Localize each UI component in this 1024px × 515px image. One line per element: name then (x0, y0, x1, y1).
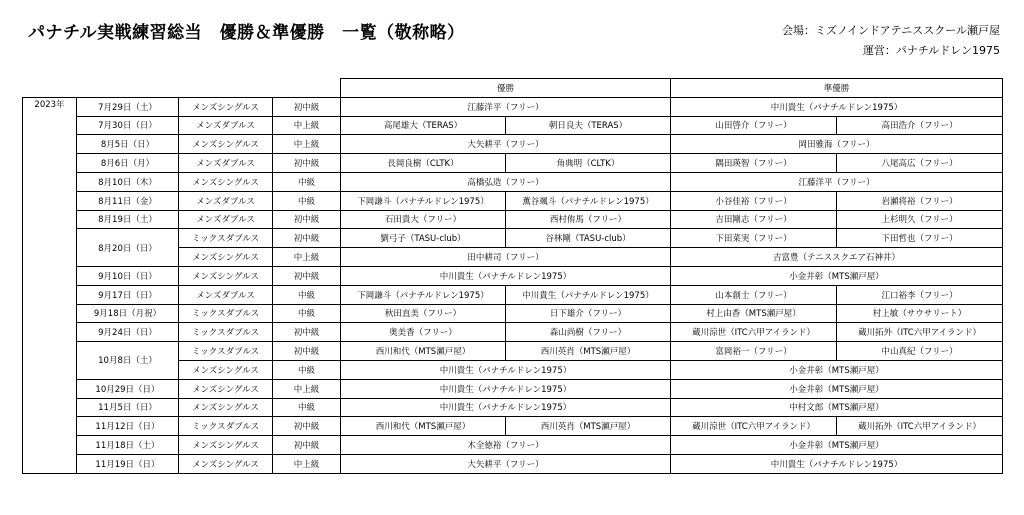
date-cell: 9月24日（日） (77, 323, 179, 342)
level-cell: 初中級 (273, 266, 341, 285)
event-cell: メンズシングルス (179, 266, 273, 285)
date-cell: 8月20日（日） (77, 229, 179, 267)
runner-up-player: 江藤洋平（フリー） (671, 172, 1003, 191)
runner-up-player: 小金井彰（MTS瀬戸屋） (671, 436, 1003, 455)
runner-up-player-1: 山本創士（フリー） (671, 285, 837, 304)
level-cell: 中上級 (273, 454, 341, 473)
date-cell: 11月18日（土） (77, 436, 179, 455)
date-cell: 9月17日（日） (77, 285, 179, 304)
winner-player-2: 中川貴生（パナチルドレン1975） (506, 285, 671, 304)
date-cell: 9月18日（月祝） (77, 304, 179, 323)
event-cell: ミックスダブルス (179, 229, 273, 248)
event-cell: ミックスダブルス (179, 417, 273, 436)
table-row (23, 116, 1003, 135)
runner-up-player-1: 山田啓介（フリー） (671, 116, 837, 135)
runner-up-player-1: 隅田瑛智（フリー） (671, 154, 837, 173)
organizer-line: 運営：パナチルドレン1975 (862, 44, 1000, 57)
winner-player-1: 下岡謙斗（パナチルドレン1975） (341, 191, 506, 210)
runner-up-player: 中川貴生（パナチルドレン1975） (671, 454, 1003, 473)
event-cell: メンズシングルス (179, 97, 273, 116)
winner-player: 中川貴生（パナチルドレン1975） (341, 360, 671, 379)
table-header-row (23, 79, 1003, 98)
runner-up-player-1: 小谷佳裕（フリー） (671, 191, 837, 210)
runner-up-player-2: 八尾高広（フリー） (837, 154, 1003, 173)
level-cell: 中級 (273, 360, 341, 379)
winner-player-2: 角典明（CLTK） (506, 154, 671, 173)
date-cell: 7月29日（土） (77, 97, 179, 116)
runner-up-player-2: 上杉明久（フリー） (837, 210, 1003, 229)
date-cell: 10月29日（日） (77, 379, 179, 398)
event-cell: メンズダブルス (179, 154, 273, 173)
winner-player: 中川貴生（パナチルドレン1975） (341, 266, 671, 285)
runner-up-player-2: 高田浩介（フリー） (837, 116, 1003, 135)
winner-player-2: 西村侑馬（フリー） (506, 210, 671, 229)
runner-up-player-1: 吉田剛志（フリー） (671, 210, 837, 229)
table-row (23, 97, 1003, 116)
winner-player: 大矢耕平（フリー） (341, 454, 671, 473)
level-cell: 初中級 (273, 154, 341, 173)
venue-line: 会場：ミズノインドアテニススクール瀬戸屋 (781, 24, 1000, 37)
runner-up-player-2: 蔵川拓外（ITC六甲アイランド） (837, 417, 1003, 436)
runner-up-header: 準優勝 (671, 79, 1003, 98)
winner-player: 田中耕司（フリー） (341, 248, 671, 267)
winner-player: 高橋弘造（フリー） (341, 172, 671, 191)
date-cell: 8月5日（日） (77, 135, 179, 154)
winner-player-1: 秋田直美（フリー） (341, 304, 506, 323)
table-row (23, 436, 1003, 455)
event-cell: メンズダブルス (179, 285, 273, 304)
level-cell: 中級 (273, 285, 341, 304)
winner-player: 大矢耕平（フリー） (341, 135, 671, 154)
runner-up-player-2: 蔵川拓外（ITC六甲アイランド） (837, 323, 1003, 342)
winner-player-1: 劉弓子（TASU-club） (341, 229, 506, 248)
winner-player-2: 朝日良夫（TERAS） (506, 116, 671, 135)
runner-up-player-2: 岩瀬将裕（フリー） (837, 191, 1003, 210)
header-blank (23, 79, 341, 98)
runner-up-player-1: 蔵川涼世（ITC六甲アイランド） (671, 417, 837, 436)
table-row (23, 266, 1003, 285)
runner-up-player-2: 下田哲也（フリー） (837, 229, 1003, 248)
level-cell: 中上級 (273, 135, 341, 154)
table-row (23, 398, 1003, 417)
date-cell: 11月19日（日） (77, 454, 179, 473)
event-cell: メンズシングルス (179, 248, 273, 267)
runner-up-player-1: 下田菜実（フリー） (671, 229, 837, 248)
event-cell: メンズダブルス (179, 116, 273, 135)
runner-up-player: 小金井彰（MTS瀬戸屋） (671, 379, 1003, 398)
runner-up-player: 中川貴生（パナチルドレン1975） (671, 97, 1003, 116)
date-cell: 8月19日（土） (77, 210, 179, 229)
level-cell: 中級 (273, 191, 341, 210)
date-cell: 8月6日（月） (77, 154, 179, 173)
level-cell: 初中級 (273, 323, 341, 342)
event-cell: メンズシングルス (179, 360, 273, 379)
winner-player-1: 石田貴大（フリー） (341, 210, 506, 229)
event-cell: メンズシングルス (179, 436, 273, 455)
winner-header: 優勝 (341, 79, 671, 98)
level-cell: 初中級 (273, 97, 341, 116)
event-cell: メンズシングルス (179, 454, 273, 473)
winner-player: 中川貴生（パナチルドレン1975） (341, 379, 671, 398)
level-cell: 初中級 (273, 342, 341, 361)
event-cell: メンズシングルス (179, 398, 273, 417)
winner-player-1: 奥美香（フリー） (341, 323, 506, 342)
winner-player-2: 森山尚樹（フリー） (506, 323, 671, 342)
winner-player-2: 薫谷颯斗（パナチルドレン1975） (506, 191, 671, 210)
runner-up-player-2: 村上敏（サウサリート） (837, 304, 1003, 323)
table-row (23, 172, 1003, 191)
event-cell: ミックスダブルス (179, 323, 273, 342)
runner-up-player: 吉富豊（テニススクエア石神井） (671, 248, 1003, 267)
level-cell: 中級 (273, 398, 341, 417)
winner-player-1: 西川和代（MTS瀬戸屋） (341, 417, 506, 436)
results-table (22, 78, 1003, 474)
year-cell: 2023年 (23, 97, 77, 473)
level-cell: 中級 (273, 172, 341, 191)
event-cell: メンズダブルス (179, 191, 273, 210)
table-row (23, 154, 1003, 173)
level-cell: 初中級 (273, 229, 341, 248)
table-row (23, 323, 1003, 342)
table-row (23, 417, 1003, 436)
event-cell: ミックスダブルス (179, 304, 273, 323)
event-cell: メンズシングルス (179, 379, 273, 398)
winner-player: 江藤洋平（フリー） (341, 97, 671, 116)
level-cell: 初中級 (273, 210, 341, 229)
date-cell: 8月11日（金） (77, 191, 179, 210)
runner-up-player-2: 中山真紀（フリー） (837, 342, 1003, 361)
winner-player-1: 西川和代（MTS瀬戸屋） (341, 342, 506, 361)
level-cell: 初中級 (273, 417, 341, 436)
table-row (23, 379, 1003, 398)
winner-player-2: 日下雄介（フリー） (506, 304, 671, 323)
table-row (23, 304, 1003, 323)
table-row (23, 342, 1003, 361)
runner-up-player: 岡田雅海（フリー） (671, 135, 1003, 154)
page-title: パナチル実戦練習総当 優勝＆準優勝 一覧（敬称略） (28, 23, 465, 43)
date-cell: 10月8日（土） (77, 342, 179, 380)
date-cell: 9月10日（日） (77, 266, 179, 285)
winner-player: 木全徳裕（フリー） (341, 436, 671, 455)
runner-up-player-1: 蔵川涼世（ITC六甲アイランド） (671, 323, 837, 342)
runner-up-player: 小金井彰（MTS瀬戸屋） (671, 360, 1003, 379)
level-cell: 中級 (273, 304, 341, 323)
date-cell: 8月10日（木） (77, 172, 179, 191)
winner-player-1: 長岡良樹（CLTK） (341, 154, 506, 173)
level-cell: 初中級 (273, 436, 341, 455)
runner-up-player-2: 江口裕李（フリー） (837, 285, 1003, 304)
winner-player-1: 下岡謙斗（パナチルドレン1975） (341, 285, 506, 304)
event-cell: ミックスダブルス (179, 342, 273, 361)
event-cell: メンズシングルス (179, 135, 273, 154)
winner-player: 中川貴生（パナチルドレン1975） (341, 398, 671, 417)
winner-player-2: 西川英肖（MTS瀬戸屋） (506, 342, 671, 361)
date-cell: 11月5日（日） (77, 398, 179, 417)
level-cell: 中上級 (273, 116, 341, 135)
event-cell: メンズダブルス (179, 210, 273, 229)
runner-up-player: 小金井彰（MTS瀬戸屋） (671, 266, 1003, 285)
venue-info (782, 21, 1000, 61)
winner-player-2: 谷林剛（TASU-club） (506, 229, 671, 248)
table-row (23, 285, 1003, 304)
table-row (23, 454, 1003, 473)
table-row (23, 191, 1003, 210)
runner-up-player-1: 村上由香（MTS瀬戸屋） (671, 304, 837, 323)
winner-player-2: 西川英肖（MTS瀬戸屋） (506, 417, 671, 436)
date-cell: 11月12日（日） (77, 417, 179, 436)
date-cell: 7月30日（日） (77, 116, 179, 135)
level-cell: 中上級 (273, 379, 341, 398)
table-row (23, 210, 1003, 229)
winner-player-1: 高尾雄大（TERAS） (341, 116, 506, 135)
table-row (23, 229, 1003, 248)
table-row (23, 135, 1003, 154)
runner-up-player: 中村文郎（MTS瀬戸屋） (671, 398, 1003, 417)
event-cell: メンズシングルス (179, 172, 273, 191)
level-cell: 中上級 (273, 248, 341, 267)
runner-up-player-1: 富岡裕一（フリー） (671, 342, 837, 361)
